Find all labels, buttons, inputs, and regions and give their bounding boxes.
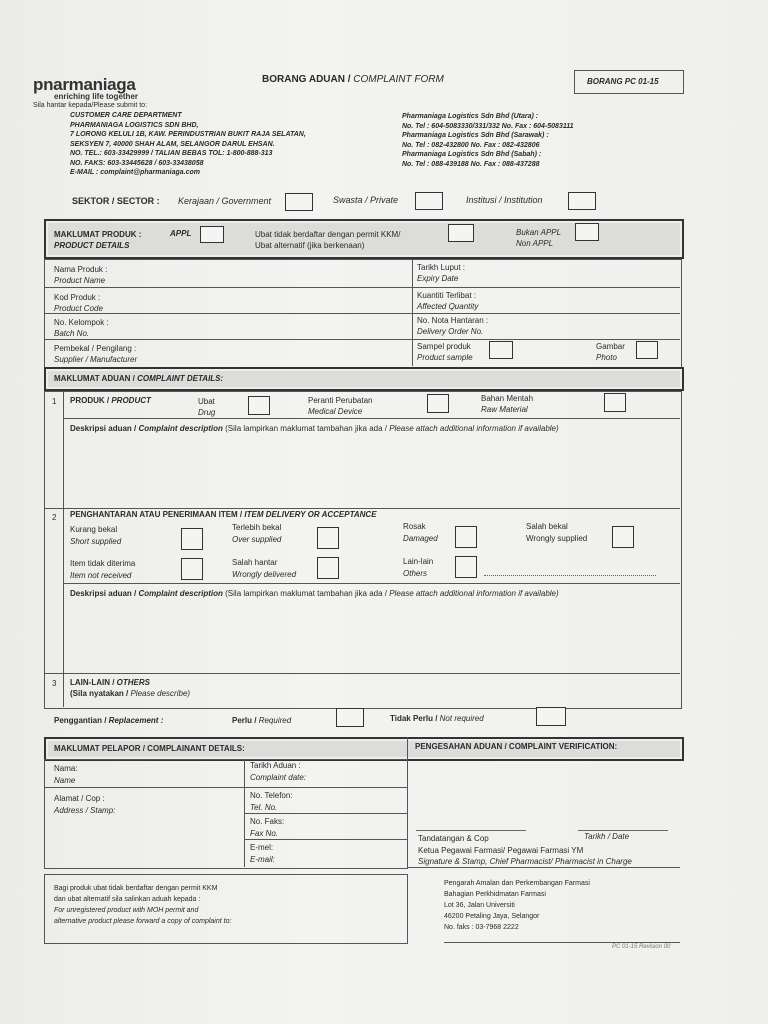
field-label: Tel. No. bbox=[250, 803, 278, 812]
affected-quantity-field[interactable] bbox=[417, 290, 478, 312]
submit-to-intro: Sila hantar kepada/Please submit to: bbox=[33, 102, 148, 109]
field-label: No. Kelompok : bbox=[54, 318, 109, 327]
product-name-field[interactable] bbox=[54, 264, 107, 286]
label-english: Not required bbox=[439, 714, 484, 723]
verification-date-label: Tarikh / Date bbox=[584, 832, 630, 841]
field-label: Affected Quantity bbox=[417, 302, 479, 311]
form-title-malay: BORANG ADUAN / bbox=[262, 74, 354, 85]
desc-english: Complaint description bbox=[138, 424, 223, 433]
others-specify-line[interactable] bbox=[484, 575, 656, 576]
appl-checkbox[interactable] bbox=[200, 226, 224, 243]
sector-institution-checkbox[interactable] bbox=[568, 192, 596, 210]
title-english: ITEM DELIVERY OR ACCEPTANCE bbox=[244, 510, 377, 519]
raw-material-checkbox[interactable] bbox=[604, 393, 626, 412]
field-label: Fax No. bbox=[250, 829, 279, 838]
field-label: Nama: bbox=[54, 764, 78, 773]
complainant-row-line bbox=[44, 787, 407, 788]
option-label: Salah bekal bbox=[526, 522, 568, 531]
verification-role-malay: Ketua Pegawai Farmasi/ Pegawai Farmasi YM bbox=[418, 846, 584, 855]
non-appl-line2: Non APPL bbox=[516, 239, 554, 248]
field-label: Photo bbox=[596, 353, 617, 362]
unregistered-line1: Ubat tidak berdaftar dengan permit KKM/ bbox=[255, 230, 401, 239]
short-supplied-label bbox=[70, 524, 121, 548]
option-label: Item not received bbox=[70, 571, 132, 580]
medical-device-checkbox[interactable] bbox=[427, 394, 449, 413]
section-2-description-label bbox=[70, 589, 559, 598]
option-label: Wrongly supplied bbox=[526, 534, 588, 543]
form-title bbox=[262, 74, 444, 85]
footer-line bbox=[444, 942, 680, 943]
option-label: Peranti Perubatan bbox=[308, 396, 373, 405]
option-label: Bahan Mentah bbox=[481, 394, 534, 403]
sector-private-checkbox[interactable] bbox=[415, 192, 443, 210]
title-malay: PENGHANTARAN ATAU PENERIMAAN ITEM / bbox=[70, 510, 245, 519]
field-label: Product sample bbox=[417, 353, 473, 362]
note-line: dan ubat alternatif sila salinkan aduah kepada : bbox=[54, 896, 201, 903]
wrongly-supplied-checkbox[interactable] bbox=[612, 526, 634, 548]
signature-line[interactable] bbox=[416, 830, 526, 831]
address-line: Pengarah Amalan dan Perkembangan Farmasi bbox=[444, 880, 590, 887]
section-2-description-area[interactable] bbox=[70, 603, 670, 669]
photo-checkbox[interactable] bbox=[636, 341, 658, 359]
form-code-box bbox=[574, 70, 684, 94]
label-english: Required bbox=[258, 716, 292, 725]
damaged-label bbox=[403, 521, 438, 545]
address-line: 46200 Petaling Jaya, Selangor bbox=[444, 913, 540, 920]
field-label: Address / Stamp: bbox=[54, 806, 116, 815]
grid-row-line bbox=[44, 339, 680, 340]
footer-address bbox=[444, 878, 590, 933]
field-label: No. Telefon: bbox=[250, 791, 293, 800]
field-label: Tarikh Luput : bbox=[417, 263, 466, 272]
grid-row-line bbox=[44, 313, 680, 314]
field-label: Complaint date: bbox=[250, 773, 307, 782]
field-label: No. Nota Hantaran : bbox=[417, 316, 489, 325]
branch-line: Pharmaniaga Logistics Sdn Bhd (Sabah) : bbox=[402, 151, 542, 159]
product-sample-checkbox[interactable] bbox=[489, 341, 513, 359]
section-3-number: 3 bbox=[52, 679, 57, 688]
submit-line: CUSTOMER CARE DEPARTMENT bbox=[70, 112, 182, 119]
section-line bbox=[63, 418, 680, 419]
address-line: No. faks : 03-7968 2222 bbox=[444, 924, 519, 931]
replacement-not-required-checkbox[interactable] bbox=[536, 707, 566, 726]
option-label: Lain-lain bbox=[403, 557, 434, 566]
batch-no-field[interactable] bbox=[54, 317, 109, 339]
desc-english: Complaint description bbox=[138, 589, 223, 598]
telephone-field[interactable] bbox=[250, 790, 293, 814]
unregistered-label bbox=[255, 229, 400, 251]
non-appl-checkbox[interactable] bbox=[575, 223, 599, 241]
submit-line: NO. FAKS: 603-33445628 / 603-33438058 bbox=[70, 159, 204, 167]
field-label: Delivery Order No. bbox=[417, 327, 484, 336]
field-label: Gambar bbox=[596, 342, 625, 351]
wrongly-supplied-label bbox=[526, 521, 587, 545]
footer-note bbox=[54, 883, 231, 927]
number-column-line bbox=[63, 391, 64, 707]
damaged-checkbox[interactable] bbox=[455, 526, 477, 548]
note-english: Please describe) bbox=[130, 689, 191, 698]
desc-malay: Deskripsi aduan / bbox=[70, 589, 139, 598]
section-1-number: 1 bbox=[52, 397, 57, 406]
email-field[interactable] bbox=[250, 842, 275, 866]
complainant-address-field[interactable] bbox=[54, 793, 115, 817]
product-code-field[interactable] bbox=[54, 292, 103, 314]
wrongly-delivered-checkbox[interactable] bbox=[317, 557, 339, 579]
field-label: Batch No. bbox=[54, 329, 90, 338]
title-malay: LAIN-LAIN / bbox=[70, 678, 117, 687]
field-label: Kuantiti Terlibat : bbox=[417, 291, 476, 300]
desc-malay: Deskripsi aduan / bbox=[70, 424, 139, 433]
photo-label bbox=[596, 341, 625, 363]
option-label: Item tidak diterima bbox=[70, 559, 136, 568]
option-label: Over supplied bbox=[232, 535, 282, 544]
section-1-title bbox=[70, 396, 151, 405]
title-english: PRODUCT bbox=[111, 396, 151, 405]
option-label: Raw Material bbox=[481, 405, 528, 414]
section-1-description-label bbox=[70, 424, 559, 433]
field-label: E-mel: bbox=[250, 843, 274, 852]
sector-private-label: Swasta / Private bbox=[333, 195, 399, 205]
section-2-number: 2 bbox=[52, 513, 57, 522]
field-label: No. Faks: bbox=[250, 817, 285, 826]
form-title-english: COMPLAINT FORM bbox=[353, 74, 444, 85]
grid-row-line bbox=[44, 287, 680, 288]
form-code: BORANG PC 01-15 bbox=[587, 77, 659, 86]
drug-label bbox=[198, 396, 215, 418]
branch-line: Pharmaniaga Logistics Sdn Bhd (Sarawak) : bbox=[402, 132, 549, 140]
title-english: COMPLAINT DETAILS: bbox=[137, 374, 224, 383]
product-title-malay: MAKLUMAT PRODUK : bbox=[54, 230, 142, 239]
option-label: Rosak bbox=[403, 522, 426, 531]
product-details-title bbox=[54, 229, 141, 251]
revision-label: PC 01-15 Revision 00 bbox=[612, 944, 671, 950]
over-supplied-label bbox=[232, 522, 281, 546]
option-label: Damaged bbox=[403, 534, 438, 543]
verification-bottom-line bbox=[407, 867, 680, 868]
branch-contacts bbox=[402, 112, 573, 170]
appl-label: APPL bbox=[170, 229, 192, 238]
logo-tagline: enriching life together bbox=[54, 92, 139, 101]
note-malay: (Sila nyatakan / bbox=[70, 689, 131, 698]
unregistered-checkbox[interactable] bbox=[448, 224, 474, 242]
desc-note-malay: (Sila lampirkan maklumat tambahan jika ada / bbox=[222, 589, 390, 598]
option-label: Others bbox=[403, 569, 428, 578]
section-line bbox=[44, 673, 680, 674]
title-malay: MAKLUMAT ADUAN / bbox=[54, 374, 138, 383]
option-label: Short supplied bbox=[70, 537, 122, 546]
field-label: Alamat / Cop : bbox=[54, 794, 105, 803]
supplier-field[interactable] bbox=[54, 343, 137, 365]
field-label: Expiry Date bbox=[417, 274, 459, 283]
others-checkbox[interactable] bbox=[455, 556, 477, 578]
note-line: Bagi produk ubat tidak berdaftar dengan permit KKM bbox=[54, 885, 218, 892]
date-line[interactable] bbox=[578, 830, 668, 831]
medical-device-label bbox=[308, 395, 373, 417]
section-3-title bbox=[70, 677, 190, 699]
desc-note-malay: (Sila lampirkan maklumat tambahan jika ada / bbox=[222, 424, 390, 433]
section-line bbox=[63, 583, 680, 584]
replacement-required-label bbox=[232, 716, 291, 725]
wrongly-delivered-label bbox=[232, 557, 296, 581]
verification-title: PENGESAHAN ADUAN / COMPLAINT VERIFICATION: bbox=[415, 742, 618, 751]
submit-line: NO. TEL.: 603-33429999 / TALIAN BEBAS TOL: 1-800-888-313 bbox=[70, 150, 273, 157]
not-received-checkbox[interactable] bbox=[181, 558, 203, 580]
note-line: alternative product please forward a copy of complaint to: bbox=[54, 918, 232, 925]
option-label: Kurang bekal bbox=[70, 525, 118, 534]
desc-note-english: Please attach additional information if available) bbox=[389, 589, 559, 598]
branch-line: No. Tel : 604-5083330/331/332 No. Fax : 604-5083111 bbox=[402, 122, 574, 130]
complainant-name-field[interactable] bbox=[54, 763, 78, 787]
branch-line: Pharmaniaga Logistics Sdn Bhd (Utara) : bbox=[402, 113, 539, 120]
non-appl-line1: Bukan APPL bbox=[516, 228, 562, 237]
not-received-label bbox=[70, 558, 135, 582]
title-malay: PRODUK / bbox=[70, 396, 112, 405]
sector-government-checkbox[interactable] bbox=[285, 193, 313, 211]
field-label: Name bbox=[54, 776, 76, 785]
pharmaniaga-logo: pnarmaniaga bbox=[33, 75, 136, 94]
section-1-description-area[interactable] bbox=[70, 438, 670, 504]
submit-email[interactable]: E-MAIL : complaint@pharmaniaga.com bbox=[70, 169, 200, 176]
option-label: Wrongly delivered bbox=[232, 570, 297, 579]
note-line: For unregistered product with MOH permit and bbox=[54, 907, 199, 914]
complainant-title: MAKLUMAT PELAPOR / COMPLAINANT DETAILS: bbox=[54, 744, 245, 753]
complaint-date-field[interactable] bbox=[250, 760, 306, 784]
sector-label: SEKTOR / SECTOR : bbox=[72, 196, 160, 206]
field-label: Product Name bbox=[54, 276, 106, 285]
submit-line: 7 LORONG KELULI 1B, KAW. PERINDUSTRIAN BUKIT RAJA SELATAN, bbox=[70, 131, 306, 138]
option-label: Terlebih bekal bbox=[232, 523, 282, 532]
short-supplied-checkbox[interactable] bbox=[181, 528, 203, 550]
option-label: Ubat bbox=[198, 397, 215, 406]
others-label bbox=[403, 556, 433, 580]
non-appl-label bbox=[516, 227, 561, 249]
submit-line: PHARMANIAGA LOGISTICS SDN BHD, bbox=[70, 121, 199, 129]
unregistered-line2: Ubat alternatif (jika berkenaan) bbox=[255, 241, 365, 250]
field-label: Product Code bbox=[54, 304, 103, 313]
expiry-date-field[interactable] bbox=[417, 262, 465, 284]
section-2-title bbox=[70, 510, 377, 519]
product-sample-label bbox=[417, 341, 473, 363]
label-malay: Penggantian / bbox=[54, 716, 109, 725]
sector-government-label: Kerajaan / Government bbox=[178, 196, 272, 206]
delivery-order-field[interactable] bbox=[417, 315, 488, 337]
submit-to-address bbox=[70, 111, 306, 178]
field-label: Nama Produk : bbox=[54, 265, 108, 274]
field-label: Kod Produk : bbox=[54, 293, 101, 302]
complaint-details-title bbox=[54, 374, 223, 383]
field-label: Pembekal / Pengilang : bbox=[54, 344, 137, 353]
replacement-label bbox=[54, 716, 163, 725]
section-line bbox=[44, 508, 680, 509]
desc-note-english: Please attach additional information if available) bbox=[389, 424, 559, 433]
replacement-required-checkbox[interactable] bbox=[336, 708, 364, 727]
label-malay: Tidak Perlu / bbox=[390, 714, 440, 723]
sector-institution-label: Institusi / Institution bbox=[466, 195, 543, 205]
label-malay: Perlu / bbox=[232, 716, 259, 725]
signature-label: Tandatangan & Cop bbox=[418, 834, 489, 843]
title-english: OTHERS bbox=[116, 678, 151, 687]
fax-field[interactable] bbox=[250, 816, 284, 840]
option-label: Drug bbox=[198, 408, 216, 417]
branch-line: No. Tel : 082-432800 No. Fax : 082-432806 bbox=[402, 141, 540, 149]
field-label: Sampel produk bbox=[417, 342, 471, 351]
submit-line: SEKSYEN 7, 40000 SHAH ALAM, SELANGOR DARUL EHSAN. bbox=[70, 140, 275, 148]
option-label: Medical Device bbox=[308, 407, 363, 416]
option-label: Salah hantar bbox=[232, 558, 278, 567]
field-label: Tarikh Aduan : bbox=[250, 761, 301, 770]
branch-line: No. Tel : 088-439188 No. Fax : 088-437288 bbox=[402, 160, 540, 168]
address-line: Bahagian Perkhidmatan Farmasi bbox=[444, 891, 546, 898]
address-line: Lot 36, Jalan Universiti bbox=[444, 902, 515, 909]
product-title-english: PRODUCT DETAILS bbox=[54, 241, 130, 250]
replacement-not-required-label bbox=[390, 714, 484, 723]
field-label: E-mail: bbox=[250, 855, 275, 864]
verification-role-english: Signature & Stamp, Chief Pharmacist/ Pharmacist in Charge bbox=[418, 857, 632, 866]
over-supplied-checkbox[interactable] bbox=[317, 527, 339, 549]
field-label: Supplier / Manufacturer bbox=[54, 355, 138, 364]
label-english: Replacement : bbox=[108, 716, 164, 725]
raw-material-label bbox=[481, 393, 533, 415]
drug-checkbox[interactable] bbox=[248, 396, 270, 415]
